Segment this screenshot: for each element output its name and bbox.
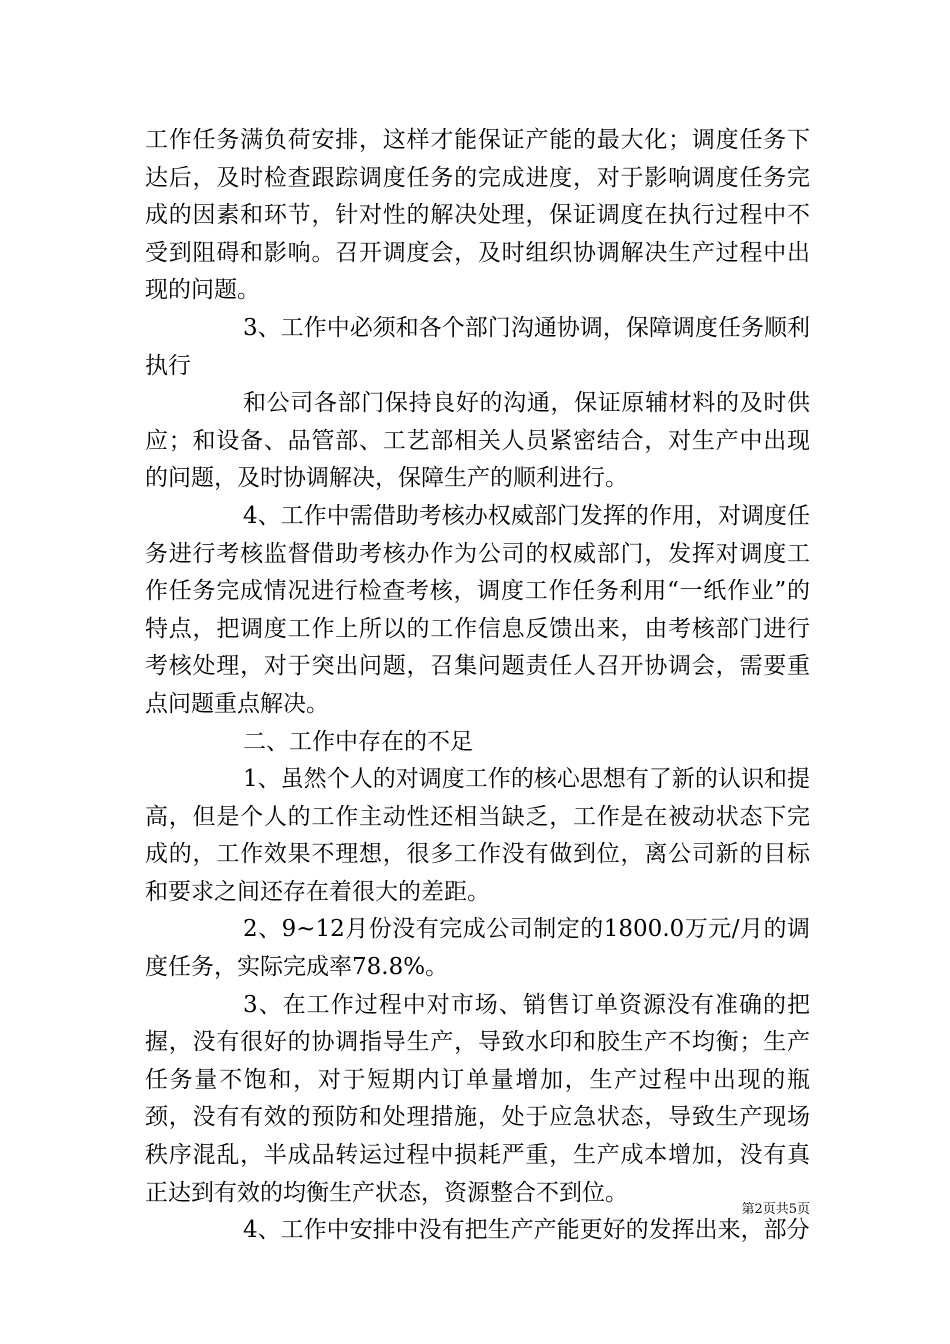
paragraph-shortcoming-4: 4、工作中安排中没有把生产产能更好的发挥出来，部分 bbox=[243, 1217, 810, 1244]
document-body bbox=[145, 122, 810, 1250]
paragraph-shortcoming-3: 3、在工作过程中对市场、销售订单资源没有准确的把握，没有很好的协调指导生产，导致水印和胶生产不均衡；生产任务量不饱和，对于短期内订单量增加，生产过程中出现的瓶颈，没有有效的预防和处理措施，处于应急状态，导致生产现场秩序混乱，半成品转运过程中损耗严重，生产成本增加，没有真正达到有效的均衡生产状态，资源整合不到位。 bbox=[145, 991, 810, 1206]
paragraph-item-4: 4、工作中需借助考核办权威部门发挥的作用，对调度任务进行考核监督借助考核办作为公司的权威部门，发挥对调度工作任务完成情况进行检查考核，调度工作任务利用“一纸作业”的特点，把调度工作上所以的工作信息反馈出来，由考核部门进行考核处理，对于突出问题，召集问题责任人召开协调会，需要重点问题重点解决。 bbox=[145, 502, 810, 717]
page-number-footer: 第2页共5页 bbox=[741, 1202, 810, 1217]
paragraph-item-3-body: 和公司各部门保持良好的沟通，保证原辅材料的及时供应；和设备、品管部、工艺部相关人员紧密结合，对生产中出现的问题，及时协调解决，保障生产的顺利进行。 bbox=[145, 390, 810, 492]
paragraph-shortcoming-1: 1、虽然个人的对调度工作的核心思想有了新的认识和提高，但是个人的工作主动性还相当缺乏，工作是在被动状态下完成的，工作效果不理想，很多工作没有做到位，离公司新的目标和要求之间还存在着很大的差距。 bbox=[145, 766, 810, 905]
paragraph-continued: 工作任务满负荷安排，这样才能保证产能的最大化；调度任务下达后，及时检查跟踪调度任务的完成进度，对于影响调度任务完成的因素和环节，针对性的解决处理，保证调度在执行过程中不受到阻碍和影响。召开调度会，及时组织协调解决生产过程中出现的问题。 bbox=[145, 127, 810, 304]
heading-item-3: 3、工作中必须和各个部门沟通协调，保障调度任务顺利执行 bbox=[145, 314, 810, 379]
paragraph-shortcoming-2: 2、9~12月份没有完成公司制定的1800.0万元/月的调度任务，实际完成率78.8%。 bbox=[145, 916, 810, 981]
section-heading-shortcomings: 二、工作中存在的不足 bbox=[243, 728, 473, 755]
